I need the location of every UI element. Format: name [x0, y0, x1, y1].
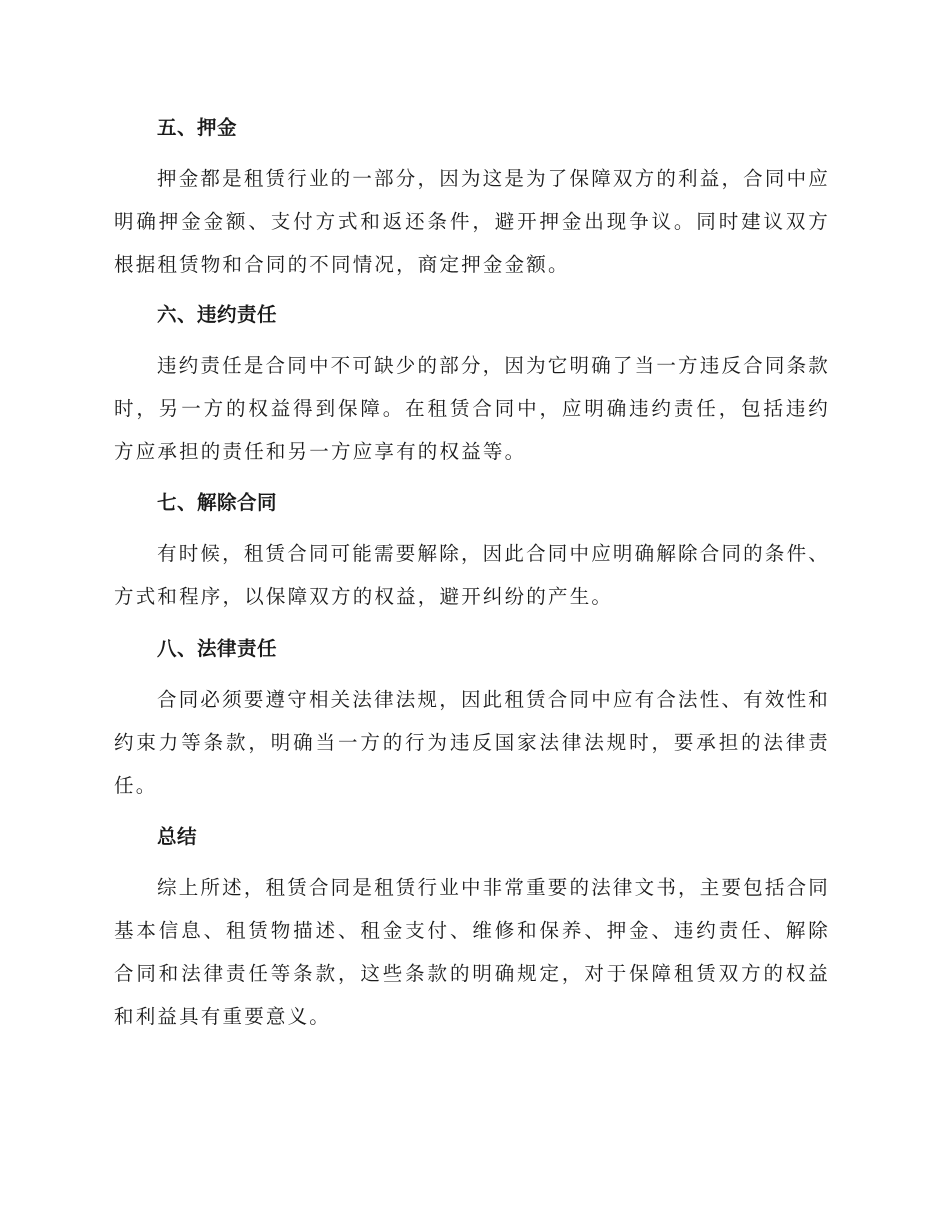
section-heading-deposit: 五、押金	[157, 116, 238, 139]
section-body-termination: 有时候，租赁合同可能需要解除，因此合同中应明确解除合同的条件、方式和程序，以保障双方的权益，避开纠纷的产生。	[114, 542, 830, 608]
section-heading-summary: 总结	[157, 825, 198, 848]
section-heading-legal-liability: 八、法律责任	[157, 637, 278, 660]
section-body-deposit: 押金都是租赁行业的一部分，因为这是为了保障双方的利益，合同中应明确押金金额、支付方式和返还条件，避开押金出现争议。同时建议双方根据租赁物和合同的不同情况，商定押金金额。	[114, 167, 830, 276]
section-body-breach-liability: 违约责任是合同中不可缺少的部分，因为它明确了当一方违反合同条款时，另一方的权益得到保障。在租赁合同中，应明确违约责任，包括违约方应承担的责任和另一方应享有的权益等。	[114, 354, 830, 463]
section-body-summary: 综上所述，租赁合同是租赁行业中非常重要的法律文书，主要包括合同基本信息、租赁物描述、租金支付、维修和保养、押金、违约责任、解除合同和法律责任等条款，这些条款的明确规定，对于保障租赁双方的权益和利益具有重要意义。	[114, 876, 830, 1028]
section-heading-breach-liability: 六、违约责任	[157, 303, 278, 326]
section-heading-termination: 七、解除合同	[157, 491, 278, 514]
section-body-legal-liability: 合同必须要遵守相关法律法规，因此租赁合同中应有合法性、有效性和约束力等条款，明确当一方的行为违反国家法律法规时，要承担的法律责任。	[114, 688, 830, 797]
